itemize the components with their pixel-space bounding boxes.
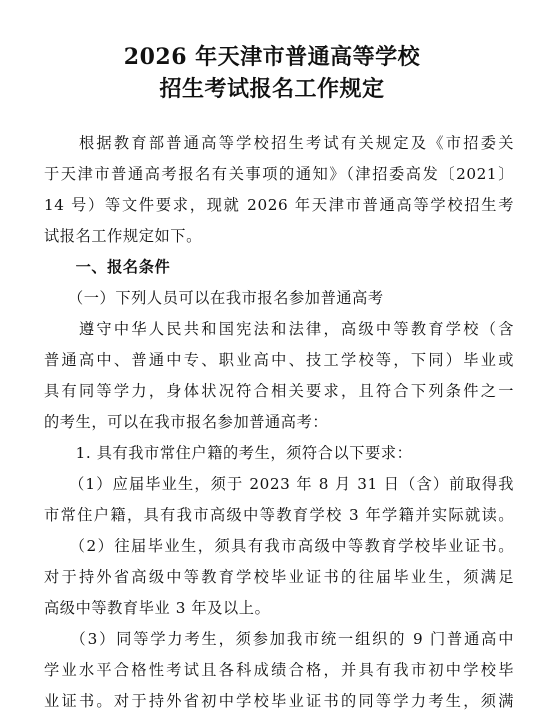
paragraph-line: 对于持外省高级中等教育学校毕业证书的往届毕业生，须满足: [44, 568, 514, 586]
paragraph-line: （1）应届毕业生，须于 2023 年 8 月 31 日（含）前取得我: [44, 475, 514, 493]
paragraph-line: 试报名工作规定如下。: [44, 227, 202, 245]
paragraph-line: （2）往届毕业生，须具有我市高级中等教育学校毕业证书。: [44, 537, 514, 555]
section-heading: 一、报名条件: [44, 258, 171, 276]
paragraph-line: 业证书。对于持外省初中学校毕业证书的同等学力考生，须满: [44, 692, 514, 710]
paragraph-line: 学业水平合格性考试且各科成绩合格，并具有我市初中学校毕: [44, 661, 514, 679]
paragraph-line: 14 号）等文件要求，现就 2026 年天津市普通高等学校招生考: [44, 196, 514, 214]
paragraph-line: 遵守中华人民共和国宪法和法律，高级中等教育学校（含: [44, 320, 514, 338]
subsection-heading: （一）下列人员可以在我市报名参加普通高考: [44, 289, 384, 307]
list-item-heading: 1. 具有我市常住户籍的考生，须符合以下要求：: [44, 444, 413, 462]
paragraph-line: 于天津市普通高考报名有关事项的通知》（津招委高发〔2021〕: [44, 165, 514, 183]
paragraph-line: 具有同等学力，身体状况符合相关要求，且符合下列条件之一: [44, 382, 514, 400]
paragraph-line: 高级中等教育毕业 3 年及以上。: [44, 599, 271, 617]
paragraph-line: 的考生，可以在我市报名参加普通高考：: [44, 413, 329, 431]
paragraph-line: 普通高中、普通中专、职业高中、技工学校等，下同）毕业或: [44, 351, 514, 369]
document-title-line-1: 2026 年天津市普通高等学校: [123, 44, 421, 70]
paragraph-line: 市常住户籍，具有我市高级中等教育学校 3 年学籍并实际就读。: [44, 506, 514, 524]
document-title-line-2: 招生考试报名工作规定: [159, 76, 385, 102]
paragraph-line: （3）同等学力考生，须参加我市统一组织的 9 门普通高中: [44, 630, 514, 648]
paragraph-line: 根据教育部普通高等学校招生考试有关规定及《市招委关: [44, 134, 514, 152]
